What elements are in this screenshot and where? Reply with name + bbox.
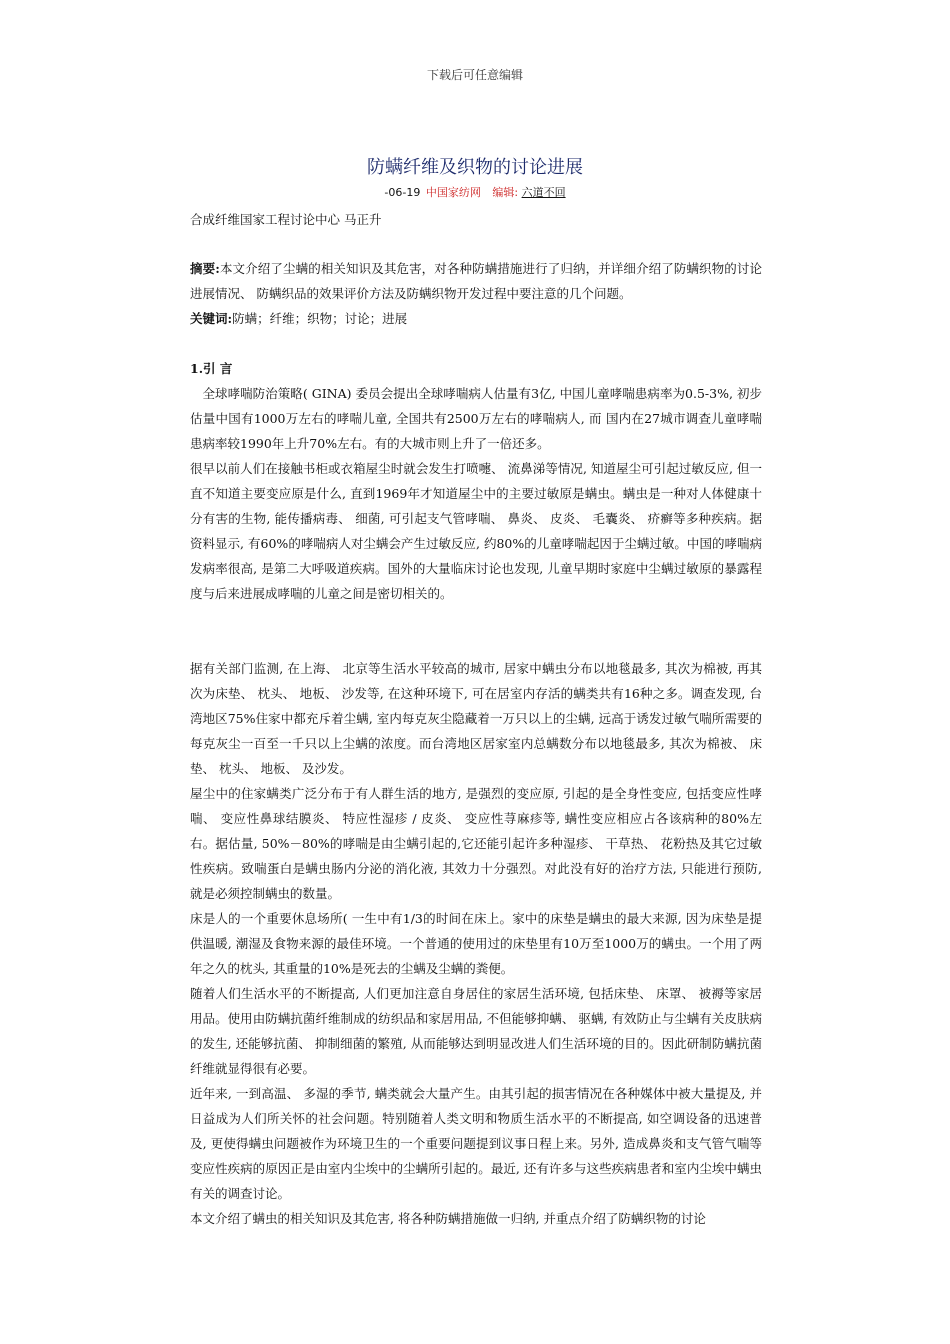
keywords <box>190 306 762 331</box>
section-heading: 1.引 言 <box>190 361 233 376</box>
paragraph: 随着人们生活水平的不断提高, 人们更加注意自身居住的家居生活环境, 包括床垫、 床罩、 被褥等家居用品。使用由防螨抗菌纤维制成的纺织品和家居用品, 不但能够抑螨、 驱螨, 有效防止与尘螨有关皮肤病的发生, 还能够抗菌、 抑制细菌的繁殖, 从而能够达到明显改进人们生活环境的目的。因此研制防螨抗菌纤维就显得很有必要。 <box>190 986 762 1076</box>
editor-label: 编辑: <box>492 186 519 199</box>
paragraph: 全球哮喘防治策略( GINA) 委员会提出全球哮喘病人估量有3亿, 中国儿童哮喘患病率为0.5-3%, 初步估量中国有1000万左右的哮喘儿童, 全国共有2500万左右的哮喘病人, 而 国内在27城市调查儿童哮喘患病率较1990年上升70%左右。有的大城市则上升了一倍还多。 <box>190 386 762 451</box>
article-body <box>190 356 762 1231</box>
article-title: 防螨纤维及织物的讨论进展 <box>367 157 583 178</box>
paragraph-gap <box>190 606 762 656</box>
article-meta <box>0 184 950 200</box>
author-line: 合成纤维国家工程讨论中心 马正升 <box>190 212 382 227</box>
paragraph: 本文介绍了螨虫的相关知识及其危害, 将各种防螨措施做一归纳, 并重点介绍了防螨织物的讨论 <box>190 1211 706 1226</box>
source-link[interactable]: 中国家纺网 <box>425 186 481 199</box>
publish-date: -06-19 <box>384 186 421 199</box>
abstract-text: 本文介绍了尘螨的相关知识及其危害，对各种防螨措施进行了归纳，并详细介绍了防螨织物的讨论进展情况、 防螨织品的效果评价方法及防螨织物开发过程中要注意的几个问题。 <box>190 261 762 301</box>
paragraph: 屋尘中的住家螨类广泛分布于有人群生活的地方, 是强烈的变应原, 引起的是全身性变应, 包括变应性哮喘、 变应性鼻球结膜炎、 特应性湿疹 / 皮炎、 变应性荨麻疹等, 螨性变应相应占各该病种的80%左右。据估量, 50%－80%的哮喘是由尘螨引起的,它还能引起许多种湿疹、 干草热、 花粉热及其它过敏性疾病。致喘蛋白是螨虫肠内分泌的消化液, 其效力十分强烈。对此没有好的治疗方法, 只能进行预防, 就是必须控制螨虫的数量。 <box>190 786 762 901</box>
keywords-label: 关键词: <box>190 311 233 326</box>
paragraph: 据有关部门监测, 在上海、 北京等生活水平较高的城市, 居家中螨虫分布以地毯最多, 其次为棉被, 再其次为床垫、 枕头、 地板、 沙发等, 在这种环境下, 可在居室内存活的螨类共有16种之多。调查发现, 台湾地区75%住家中都充斥着尘螨, 室内每克灰尘隐藏着一万只以上的尘螨, 远高于诱发过敏气喘所需要的每克灰尘一百至一千只以上尘螨的浓度。而台湾地区居家室内总螨数分布以地毯最多, 其次为棉被、 床垫、 枕头、 地板、 及沙发。 <box>190 661 762 776</box>
abstract <box>190 256 762 306</box>
paragraph: 很早以前人们在接触书柜或衣箱屋尘时就会发生打喷嚏、 流鼻涕等情况, 知道屋尘可引起过敏反应, 但一直不知道主要变应原是什么, 直到1969年才知道屋尘中的主要过敏原是螨虫。螨虫是一种对人体健康十分有害的生物, 能传播病毒、 细菌, 可引起支气管哮喘、 鼻炎、 皮炎、 毛囊炎、 疥癣等多种疾病。据资料显示, 有60%的哮喘病人对尘螨会产生过敏反应, 约80%的儿童哮喘起因于尘螨过敏。中国的哮喘病发病率很高, 是第二大呼吸道疾病。国外的大量临床讨论也发现, 儿童早期时家庭中尘螨过敏原的暴露程度与后来进展成哮喘的儿童之间是密切相关的。 <box>190 461 762 601</box>
abstract-label: 摘要: <box>190 261 220 276</box>
abstract-section <box>190 256 762 331</box>
paragraph: 近年来, 一到高温、 多湿的季节, 螨类就会大量产生。由其引起的损害情况在各种媒体中被大量提及, 并日益成为人们所关怀的社会问题。特别随着人类文明和物质生活水平的不断提高, 如空调设备的迅速普及, 更使得螨虫问题被作为环境卫生的一个重要问题提到议事日程上来。另外, 造成鼻炎和支气管气喘等变应性疾病的原因正是由室内尘埃中的尘螨所引起的。最近, 还有许多与这些疾病患者和室内尘埃中螨虫有关的调查讨论。 <box>190 1086 762 1201</box>
download-note: 下载后可任意编辑 <box>426 68 523 82</box>
keywords-text: 防螨；纤维；织物；讨论；进展 <box>232 311 408 326</box>
paragraph: 床是人的一个重要休息场所( 一生中有1/3的时间在床上。家中的床垫是螨虫的最大来源, 因为床垫是提供温暖, 潮湿及食物来源的最佳环境。一个普通的使用过的床垫里有10万至1000万的螨虫。一个用了两年之久的枕头, 其重量的10%是死去的尘螨及尘螨的粪便。 <box>190 911 762 976</box>
editor-link[interactable]: 六道不回 <box>521 186 566 199</box>
